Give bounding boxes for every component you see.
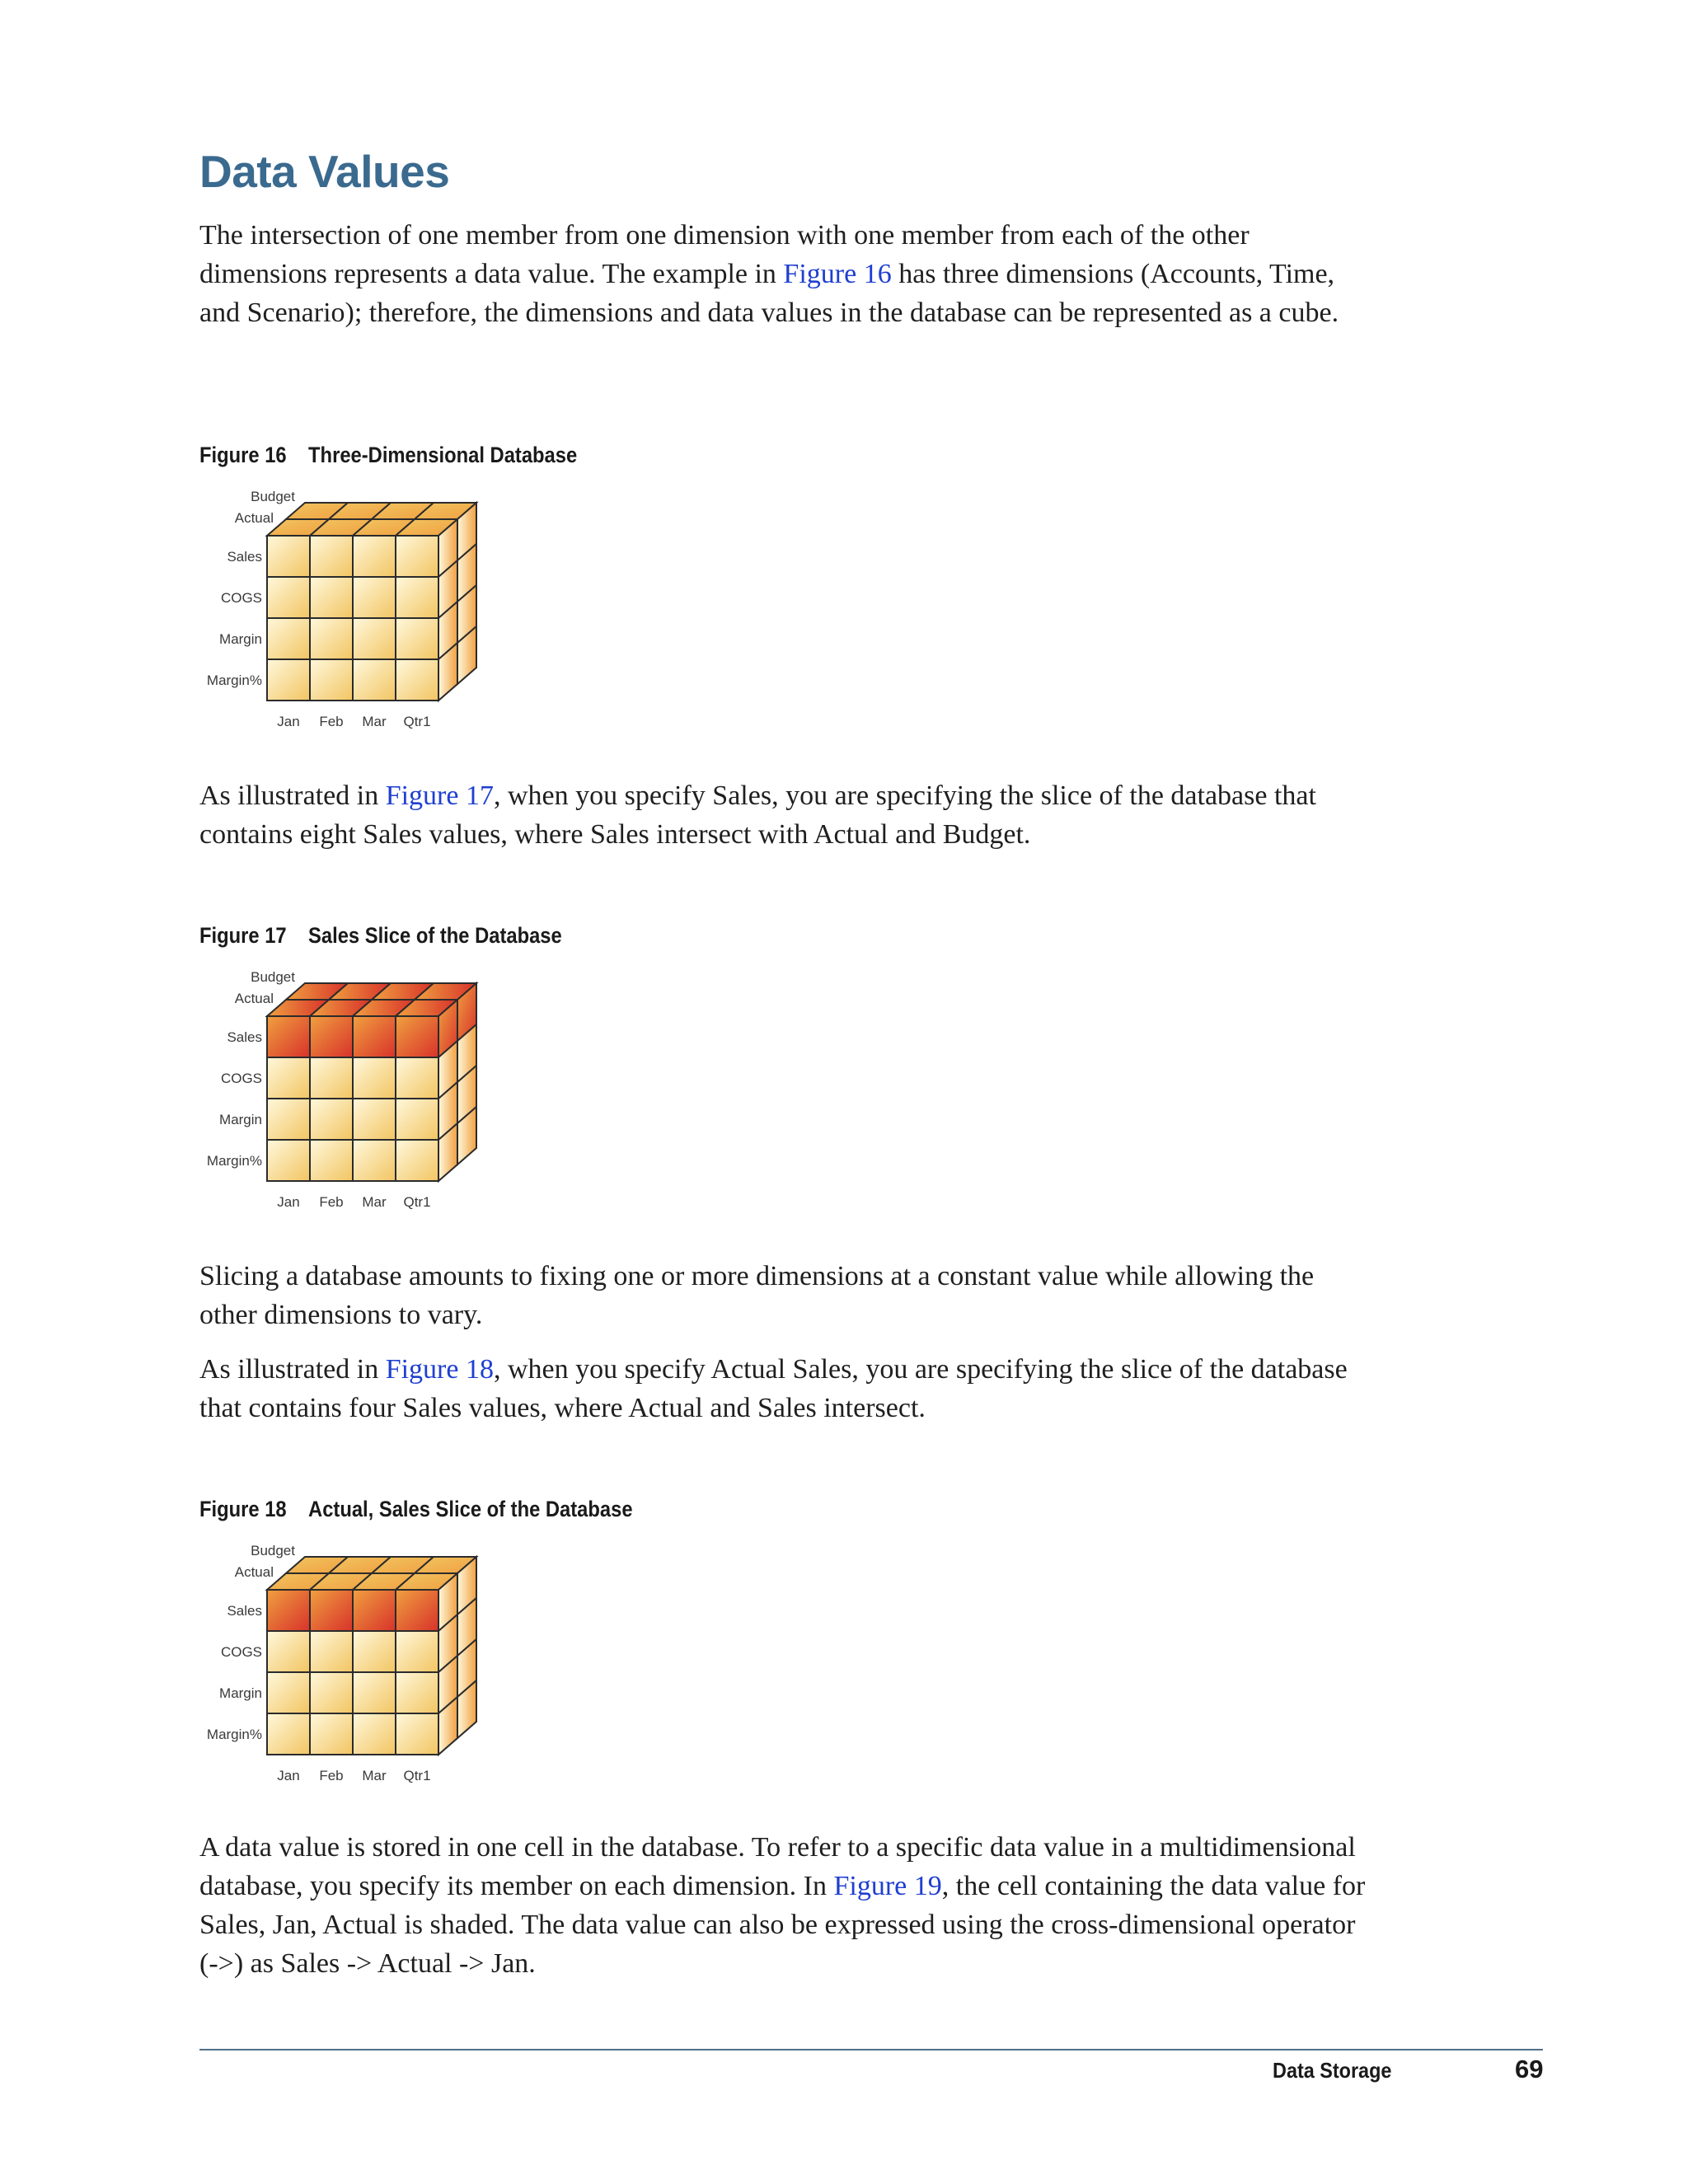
time-label: Feb bbox=[319, 1194, 344, 1210]
cube-front-cell bbox=[353, 577, 396, 618]
text-span: The intersection of one member from one dimension with one member from each of the other dimensions represents a data value. The example in bbox=[199, 220, 1250, 289]
account-label: COGS bbox=[220, 1644, 262, 1660]
figure-16-link[interactable]: Figure 16 bbox=[783, 259, 892, 289]
cube-front-cell bbox=[267, 659, 310, 701]
account-label: Sales bbox=[227, 1603, 262, 1619]
cube-front-cell bbox=[353, 536, 396, 577]
cube-front-cell bbox=[310, 1631, 353, 1672]
text-span: , the cell containing the data value for Sales, Jan, Actual is shaded. The data value can also be expressed using the cross-dimensional operator (->) as Sales -> Actual -> Jan. bbox=[199, 1871, 1366, 1979]
account-label: Margin bbox=[219, 631, 262, 647]
cube-front-cell bbox=[353, 1672, 396, 1713]
figure-19-link[interactable]: Figure 19 bbox=[833, 1871, 942, 1901]
scenario-label: Budget bbox=[251, 489, 295, 504]
cube-front-cell bbox=[353, 659, 396, 701]
text-span: As illustrated in bbox=[199, 780, 386, 811]
figure-17-caption bbox=[199, 923, 562, 949]
cube-front-cell bbox=[353, 1016, 396, 1057]
time-label: Jan bbox=[277, 714, 300, 729]
cube-front-cell bbox=[353, 1590, 396, 1631]
cube-svg bbox=[195, 968, 491, 1224]
cube-front-cell bbox=[310, 577, 353, 618]
text-span: As illustrated in bbox=[199, 1354, 386, 1385]
cube-front-cell bbox=[396, 1631, 438, 1672]
cube-front-cell bbox=[310, 1057, 353, 1099]
paragraph-actual-sales bbox=[199, 1350, 1378, 1427]
cube-front-cell bbox=[396, 1713, 438, 1755]
cube-front-cell bbox=[353, 1713, 396, 1755]
cube-front-cell bbox=[353, 1140, 396, 1181]
figure-18-caption bbox=[199, 1497, 633, 1522]
scenario-label: Budget bbox=[251, 1543, 295, 1558]
cube-front-cell bbox=[310, 1590, 353, 1631]
account-label: Sales bbox=[227, 1029, 262, 1045]
scenario-label: Actual bbox=[234, 991, 274, 1006]
figure-title: Three-Dimensional Database bbox=[308, 443, 578, 467]
cube-front-cell bbox=[267, 1713, 310, 1755]
section-title: Data Values bbox=[199, 146, 450, 197]
cube-front-cell bbox=[267, 618, 310, 659]
time-label: Qtr1 bbox=[403, 1768, 431, 1783]
time-label: Jan bbox=[277, 1768, 300, 1783]
cube-front-cell bbox=[396, 536, 438, 577]
text-span: , when you specify Sales, you are specifying the slice of the database that contains eight Sales values, where Sales intersect with Actual and Budget. bbox=[199, 780, 1316, 850]
text-span: has three dimensions (Accounts, Time, and Scenario); therefore, the dimensions and data values in the database can be represented as a cube. bbox=[199, 259, 1339, 328]
account-label: Margin bbox=[219, 1685, 262, 1701]
cube-front-cell bbox=[353, 1099, 396, 1140]
cube-front-cell bbox=[396, 1672, 438, 1713]
page-number: 69 bbox=[1515, 2055, 1544, 2083]
scenario-label: Actual bbox=[234, 1564, 274, 1580]
cube-svg bbox=[195, 1542, 491, 1797]
figure-title: Sales Slice of the Database bbox=[308, 923, 562, 948]
figure-18-link[interactable]: Figure 18 bbox=[385, 1354, 494, 1385]
cube-front-cell bbox=[396, 1099, 438, 1140]
cube-front-cell bbox=[396, 1590, 438, 1631]
account-label: Margin% bbox=[206, 1153, 262, 1169]
paragraph-data-value bbox=[199, 1828, 1378, 1983]
account-label: Margin bbox=[219, 1112, 262, 1127]
scenario-label: Budget bbox=[251, 969, 295, 985]
cube-front-cell bbox=[310, 1099, 353, 1140]
figure-title: Actual, Sales Slice of the Database bbox=[308, 1497, 633, 1521]
text-span: A data value is stored in one cell in the database. To refer to a specific data value in a multidimensional database, you specify its member on each dimension. In bbox=[199, 1832, 1356, 1901]
cube-front-cell bbox=[267, 536, 310, 577]
cube-front-cell bbox=[310, 1672, 353, 1713]
cube-front-cell bbox=[267, 1057, 310, 1099]
cube-front-cell bbox=[353, 618, 396, 659]
cube-front-cell bbox=[267, 1590, 310, 1631]
figure-16-caption bbox=[199, 443, 577, 468]
time-label: Jan bbox=[277, 1194, 300, 1210]
time-label: Qtr1 bbox=[403, 1194, 431, 1210]
cube-front-cell bbox=[396, 1140, 438, 1181]
figure-number: Figure 16 bbox=[199, 443, 287, 467]
figure-16-cube bbox=[195, 488, 491, 743]
cube-front-cell bbox=[310, 1140, 353, 1181]
paragraph-sales-slice bbox=[199, 776, 1378, 854]
time-label: Feb bbox=[319, 714, 344, 729]
cube-front-cell bbox=[396, 1016, 438, 1057]
account-label: Margin% bbox=[206, 1727, 262, 1742]
figure-18-cube bbox=[195, 1542, 491, 1797]
cube-front-cell bbox=[267, 1672, 310, 1713]
cube-front-cell bbox=[396, 659, 438, 701]
time-label: Feb bbox=[319, 1768, 344, 1783]
account-label: COGS bbox=[220, 590, 262, 606]
cube-front-cell bbox=[396, 1057, 438, 1099]
scenario-label: Actual bbox=[234, 510, 274, 526]
text-span: , when you specify Actual Sales, you are specifying the slice of the database that contains four Sales values, where Actual and Sales intersect. bbox=[199, 1354, 1348, 1423]
footer-section: Data Storage bbox=[1272, 2058, 1391, 2083]
cube-front-cell bbox=[310, 536, 353, 577]
cube-front-cell bbox=[310, 1016, 353, 1057]
cube-svg bbox=[195, 488, 491, 743]
time-label: Mar bbox=[362, 714, 387, 729]
cube-front-cell bbox=[267, 1631, 310, 1672]
time-label: Qtr1 bbox=[403, 714, 431, 729]
figure-number: Figure 18 bbox=[199, 1497, 287, 1521]
cube-front-cell bbox=[396, 618, 438, 659]
cube-front-cell bbox=[396, 577, 438, 618]
cube-front-cell bbox=[267, 1140, 310, 1181]
figure-17-cube bbox=[195, 968, 491, 1224]
cube-front-cell bbox=[267, 1099, 310, 1140]
cube-front-cell bbox=[353, 1057, 396, 1099]
figure-number: Figure 17 bbox=[199, 923, 287, 948]
paragraph-slicing: Slicing a database amounts to fixing one or more dimensions at a constant value while allowing the other dimensions to vary. bbox=[199, 1261, 1315, 1330]
cube-front-cell bbox=[310, 659, 353, 701]
cube-front-cell bbox=[310, 618, 353, 659]
account-label: Sales bbox=[227, 549, 262, 565]
account-label: COGS bbox=[220, 1071, 262, 1086]
cube-front-cell bbox=[267, 577, 310, 618]
cube-front-cell bbox=[353, 1631, 396, 1672]
paragraph-intro bbox=[199, 216, 1378, 332]
figure-17-link[interactable]: Figure 17 bbox=[385, 780, 494, 811]
cube-front-cell bbox=[267, 1016, 310, 1057]
account-label: Margin% bbox=[206, 673, 262, 688]
footer-rule bbox=[199, 2049, 1543, 2050]
time-label: Mar bbox=[362, 1768, 387, 1783]
cube-front-cell bbox=[310, 1713, 353, 1755]
time-label: Mar bbox=[362, 1194, 387, 1210]
